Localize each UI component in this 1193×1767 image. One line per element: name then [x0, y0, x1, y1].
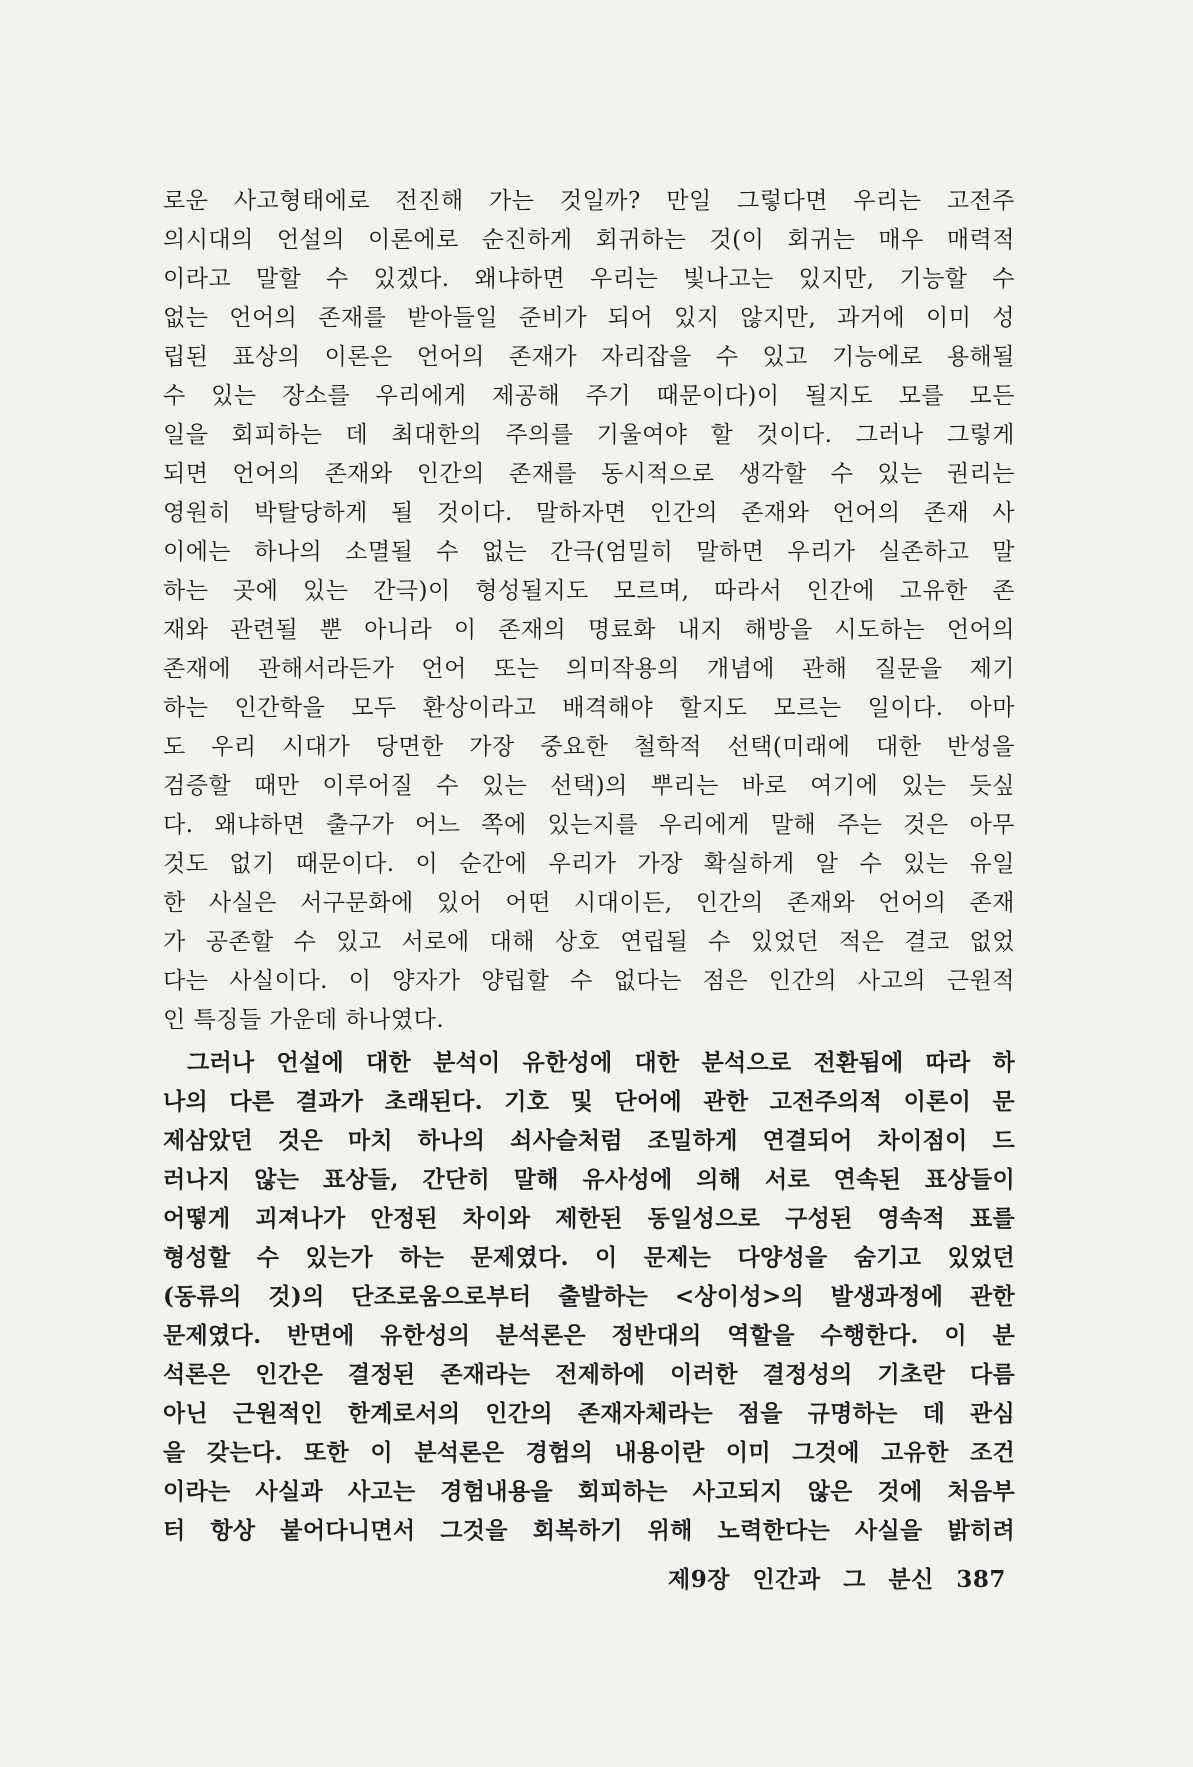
text-line: 석론은 인간은 결정된 존재라는 전제하에 이러한 결정성의 기초란 다름: [163, 1361, 1015, 1388]
text-line: 어떻게 괴져나가 안정된 차이와 제한된 동일성으로 구성된 영속적 표를: [163, 1205, 1015, 1232]
paragraph-1: [163, 182, 1015, 1040]
text-line: 나의 다른 결과가 초래된다. 기호 및 단어에 관한 고전주의적 이론이 문: [163, 1088, 1015, 1115]
running-footer: [668, 1561, 1006, 1594]
text-line: 문제였다. 반면에 유한성의 분석론은 정반대의 역할을 수행한다. 이 분: [163, 1322, 1015, 1349]
text-line: 형성할 수 있는가 하는 문제였다. 이 문제는 다양성을 숨기고 있었던: [163, 1244, 1015, 1271]
text-line: 다는 사실이다. 이 양자가 양립할 수 없다는 점은 인간의 사고의 근원적: [163, 968, 1015, 994]
text-line: 존재에 관해서라든가 언어 또는 의미작용의 개념에 관해 질문을 제기: [163, 656, 1015, 682]
chapter-label: 제9장: [668, 1566, 730, 1593]
text-line: 립된 표상의 이론은 언어의 존재가 자리잡을 수 있고 기능에로 용해될: [163, 344, 1015, 370]
text-line: (동류의 것)의 단조로움으로부터 출발하는 <상이성>의 발생과정에 관한: [163, 1283, 1015, 1310]
text-line: 인 특징들 가운데 하나였다.: [163, 1007, 445, 1033]
text-line: 로운 사고형태에로 전진해 가는 것일까? 만일 그렇다면 우리는 고전주: [163, 188, 1015, 214]
text-line: 이라는 사실과 사고는 경험내용을 회피하는 사고되지 않은 것에 처음부: [163, 1478, 1015, 1505]
text-line: 터 항상 붙어다니면서 그것을 회복하기 위해 노력한다는 사실을 밝히려: [163, 1517, 1015, 1544]
text-line: 이에는 하나의 소멸될 수 없는 간극(엄밀히 말하면 우리가 실존하고 말: [163, 539, 1015, 565]
body-text: [163, 182, 1015, 1550]
text-line: 하는 곳에 있는 간극)이 형성될지도 모르며, 따라서 인간에 고유한 존: [163, 578, 1015, 604]
text-line: 을 갖는다. 또한 이 분석론은 경험의 내용이란 이미 그것에 고유한 조건: [163, 1439, 1015, 1466]
text-line: 그러나 언설에 대한 분석이 유한성에 대한 분석으로 전환됨에 따라 하: [187, 1049, 1015, 1076]
text-line: 가 공존할 수 있고 서로에 대해 상호 연립될 수 있었던 적은 결코 없었: [163, 929, 1015, 955]
text-line: 하는 인간학을 모두 환상이라고 배격해야 할지도 모르는 일이다. 아마: [163, 695, 1015, 721]
text-line: 한 사실은 서구문화에 있어 어떤 시대이든, 인간의 존재와 언어의 존재: [163, 890, 1015, 916]
text-line: 수 있는 장소를 우리에게 제공해 주기 때문이다)이 될지도 모를 모든: [163, 383, 1015, 409]
text-line: 러나지 않는 표상들, 간단히 말해 유사성에 의해 서로 연속된 표상들이: [163, 1166, 1015, 1193]
chapter-title-word: 분신: [888, 1566, 934, 1593]
text-line: 재와 관련될 뿐 아니라 이 존재의 명료화 내지 해방을 시도하는 언어의: [163, 617, 1015, 643]
text-line: 도 우리 시대가 당면한 가장 중요한 철학적 선택(미래에 대한 반성을: [163, 734, 1015, 760]
text-line: 다. 왜냐하면 출구가 어느 쪽에 있는지를 우리에게 말해 주는 것은 아무: [163, 812, 1015, 838]
text-line: 아닌 근원적인 한계로서의 인간의 존재자체라는 점을 규명하는 데 관심: [163, 1400, 1015, 1427]
paragraph-2: [163, 1043, 1015, 1550]
text-line: 의시대의 언설의 이론에로 순진하게 회귀하는 것(이 회귀는 매우 매력적: [163, 227, 1015, 253]
text-line: 영원히 박탈당하게 될 것이다. 말하자면 인간의 존재와 언어의 존재 사: [163, 500, 1015, 526]
text-line: 검증할 때만 이루어질 수 있는 선택)의 뿌리는 바로 여기에 있는 듯싶: [163, 773, 1015, 799]
text-line: 것도 없기 때문이다. 이 순간에 우리가 가장 확실하게 알 수 있는 유일: [163, 851, 1015, 877]
page-number: 387: [956, 1566, 1006, 1593]
text-line: 이라고 말할 수 있겠다. 왜냐하면 우리는 빛나고는 있지만, 기능할 수: [163, 266, 1015, 292]
text-line: 제삼았던 것은 마치 하나의 쇠사슬처럼 조밀하게 연결되어 차이점이 드: [163, 1127, 1015, 1154]
chapter-title-word: 인간과: [752, 1566, 821, 1593]
text-line: 되면 언어의 존재와 인간의 존재를 동시적으로 생각할 수 있는 권리는: [163, 461, 1015, 487]
text-line: 일을 회피하는 데 최대한의 주의를 기울여야 할 것이다. 그러나 그렇게: [163, 422, 1015, 448]
text-line: 없는 언어의 존재를 받아들일 준비가 되어 있지 않지만, 과거에 이미 성: [163, 305, 1015, 331]
chapter-title-word: 그: [843, 1566, 866, 1593]
